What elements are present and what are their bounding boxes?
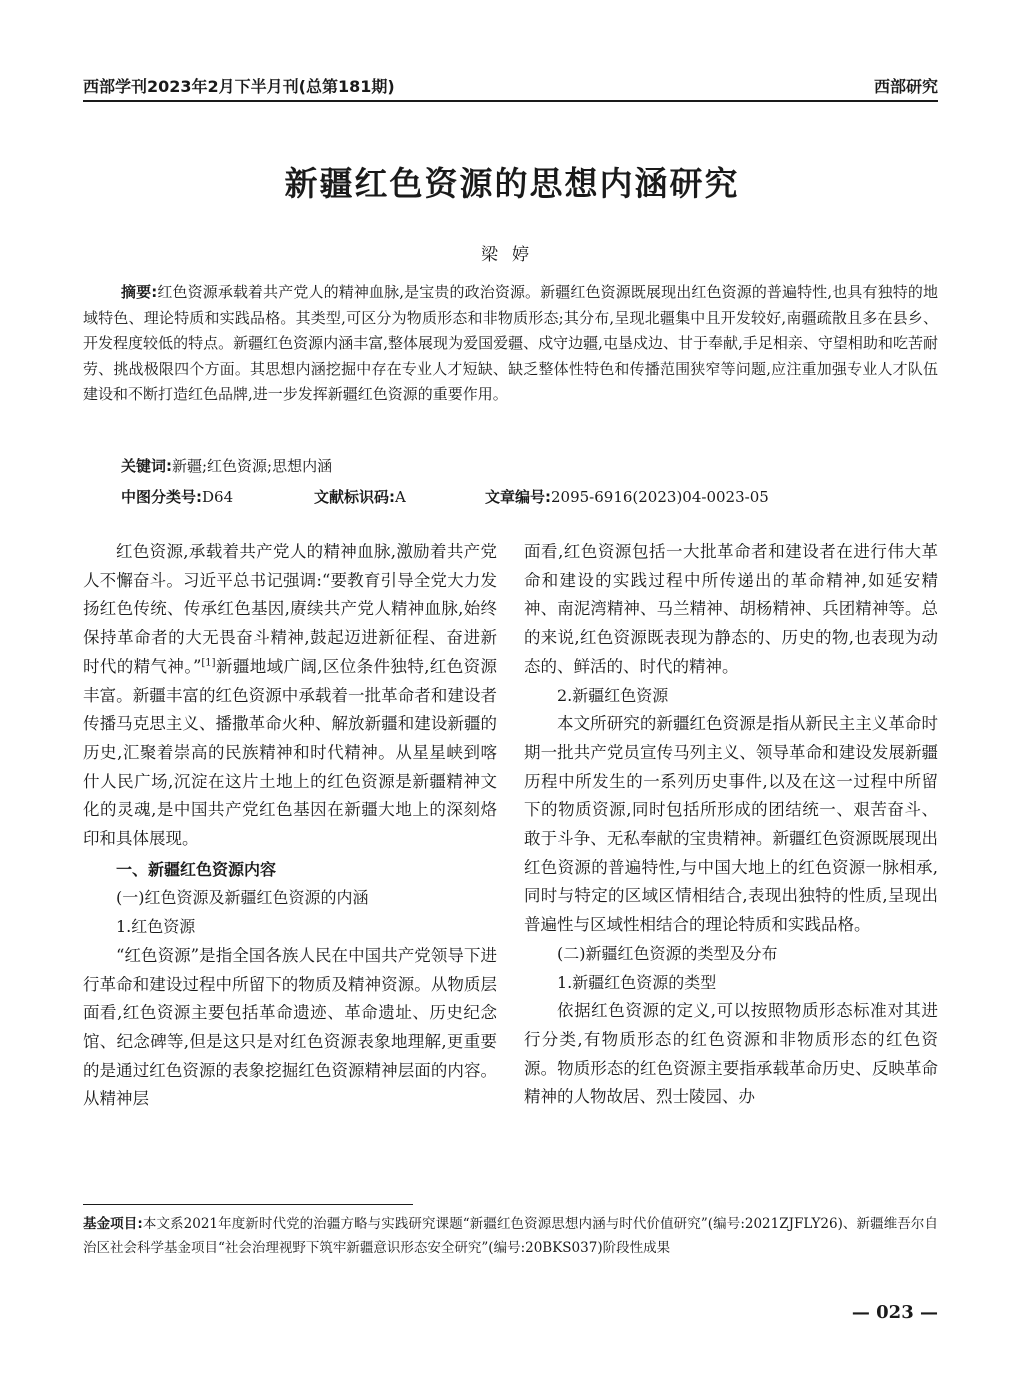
section-heading: 一、新疆红色资源内容: [116, 859, 277, 879]
paragraph: “红色资源”是指全国各族人民在中国共产党领导下进行革命和建设过程中所留下的物质及精神资源。从物质层面看,红色资源主要包括革命遗迹、革命遗址、历史纪念馆、纪念碑等,但是这只是对红色资源表象地理解,更重要的是通过红色资源的表象挖掘红色资源精神层面的内容。从精神层: [83, 945, 497, 1109]
subsubsection-heading: 1.红色资源: [116, 917, 196, 937]
abstract-text: 红色资源承载着共产党人的精神血脉,是宝贵的政治资源。新疆红色资源既展现出红色资源的普遍特性,也具有独特的地域特色、理论特质和实践品格。其类型,可区分为物质形态和非物质形态;其分布,呈现北疆集中且开发较好,南疆疏散且多在县乡、开发程度较低的特点。新疆红色资源内涵丰富,整体展现为爱国爱疆、戍守边疆,屯垦戍边、甘于奉献,手足相亲、守望相助和吃苦耐劳、挑战极限四个方面。其思想内涵挖掘中存在专业人才短缺、缺乏整体性特色和传播范围狭窄等问题,应注重加强专业人才队伍建设和不断打造红色品牌,进一步发挥新疆红色资源的重要作用。: [83, 283, 938, 403]
funding-footnote: [83, 1212, 938, 1260]
citation-ref[interactable]: [1]: [201, 657, 216, 669]
footnote-text: 本文系2021年度新时代党的治疆方略与实践研究课题“新疆红色资源思想内涵与时代价值研究”(编号:2021ZJFLY26)、新疆维吾尔自治区社会科学基金项目“社会治理视野下筑牢新疆意识形态安全研究”(编号:20BKS037)阶段性成果: [83, 1216, 938, 1256]
paragraph-text: 新疆地域广阔,区位条件独特,红色资源丰富。新疆丰富的红色资源中承载着一批革命者和建设者传播马克思主义、播撒革命火种、解放新疆和建设新疆的历史,汇聚着崇高的民族精神和时代精神。从星星峡到喀什人民广场,沉淀在这片土地上的红色资源是新疆精神文化的灵魂,是中国共产党红色基因在新疆大地上的深刻烙印和具体展现。: [83, 656, 497, 849]
doc-label: 文献标识码:: [314, 488, 395, 506]
paragraph: 面看,红色资源包括一大批革命者和建设者在进行伟大革命和建设的实践过程中所传递出的革命精神,如延安精神、南泥湾精神、马兰精神、胡杨精神、兵团精神等。总的来说,红色资源既表现为静态的、历史的物,也表现为动态的、鲜活的、时代的精神。: [524, 542, 938, 676]
doc-value: A: [395, 488, 406, 506]
subsubsection-heading: 1.新疆红色资源的类型: [557, 972, 717, 992]
footnote-divider: [83, 1204, 413, 1205]
keywords-label: 关键词:: [121, 457, 172, 475]
article-number: [485, 486, 769, 507]
paragraph: 依据红色资源的定义,可以按照物质形态标准对其进行分类,有物质形态的红色资源和非物质形态的红色资源。物质形态的红色资源主要指承载革命历史、反映革命精神的人物故居、烈士陵园、办: [524, 1001, 938, 1107]
clc-number: [121, 486, 233, 507]
paragraph: [83, 538, 497, 854]
keywords-text: 新疆;红色资源;思想内涵: [172, 457, 333, 475]
paragraph: 本文所研究的新疆红色资源是指从新民主主义革命时期一批共产党员宣传马列主义、领导革命和建设发展新疆历程中所发生的一系列历史事件,以及在这一过程中所留下的物质资源,同时包括所形成的团结统一、艰苦奋斗、敢于斗争、无私奉献的宝贵精神。新疆红色资源既展现出红色资源的普遍特性,与中国大地上的红色资源一脉相承,同时与特定的区域区情相结合,表现出独特的性质,呈现出普遍性与区域性相结合的理论特质和实践品格。: [524, 714, 938, 935]
abstract: [83, 280, 938, 408]
page-number: — 023 —: [851, 1302, 938, 1323]
author-name: 梁婷: [481, 245, 543, 265]
footnote-label: 基金项目:: [83, 1216, 143, 1232]
abstract-label: 摘要:: [121, 283, 158, 301]
article-value: 2095-6916(2023)04-0023-05: [551, 488, 769, 506]
paragraph-text: 红色资源,承载着共产党人的精神血脉,激励着共产党人不懈奋斗。习近平总书记强调:“要教育引导全党大力发扬红色传统、传承红色基因,赓续共产党人精神血脉,始终保持革命者的大无畏奋斗精神,鼓起迈进新征程、奋进新时代的精气神。”: [83, 542, 497, 676]
document-code: [314, 486, 406, 507]
left-column: [83, 538, 497, 1114]
subsubsection-heading: 2.新疆红色资源: [557, 685, 669, 705]
subsection-heading: (二)新疆红色资源的类型及分布: [557, 943, 778, 963]
right-column: [524, 538, 938, 1112]
section-name: 西部研究: [873, 77, 938, 96]
running-header: [83, 70, 938, 102]
subsection-heading: (一)红色资源及新疆红色资源的内涵: [116, 888, 369, 908]
article-label: 文章编号:: [485, 488, 551, 506]
clc-value: D64: [202, 488, 234, 506]
clc-label: 中图分类号:: [121, 488, 202, 506]
keywords: [121, 455, 332, 476]
journal-issue: 西部学刊2023年2月下半月刊(总第181期): [83, 77, 395, 96]
paper-title: 新疆红色资源的思想内涵研究: [284, 164, 740, 203]
